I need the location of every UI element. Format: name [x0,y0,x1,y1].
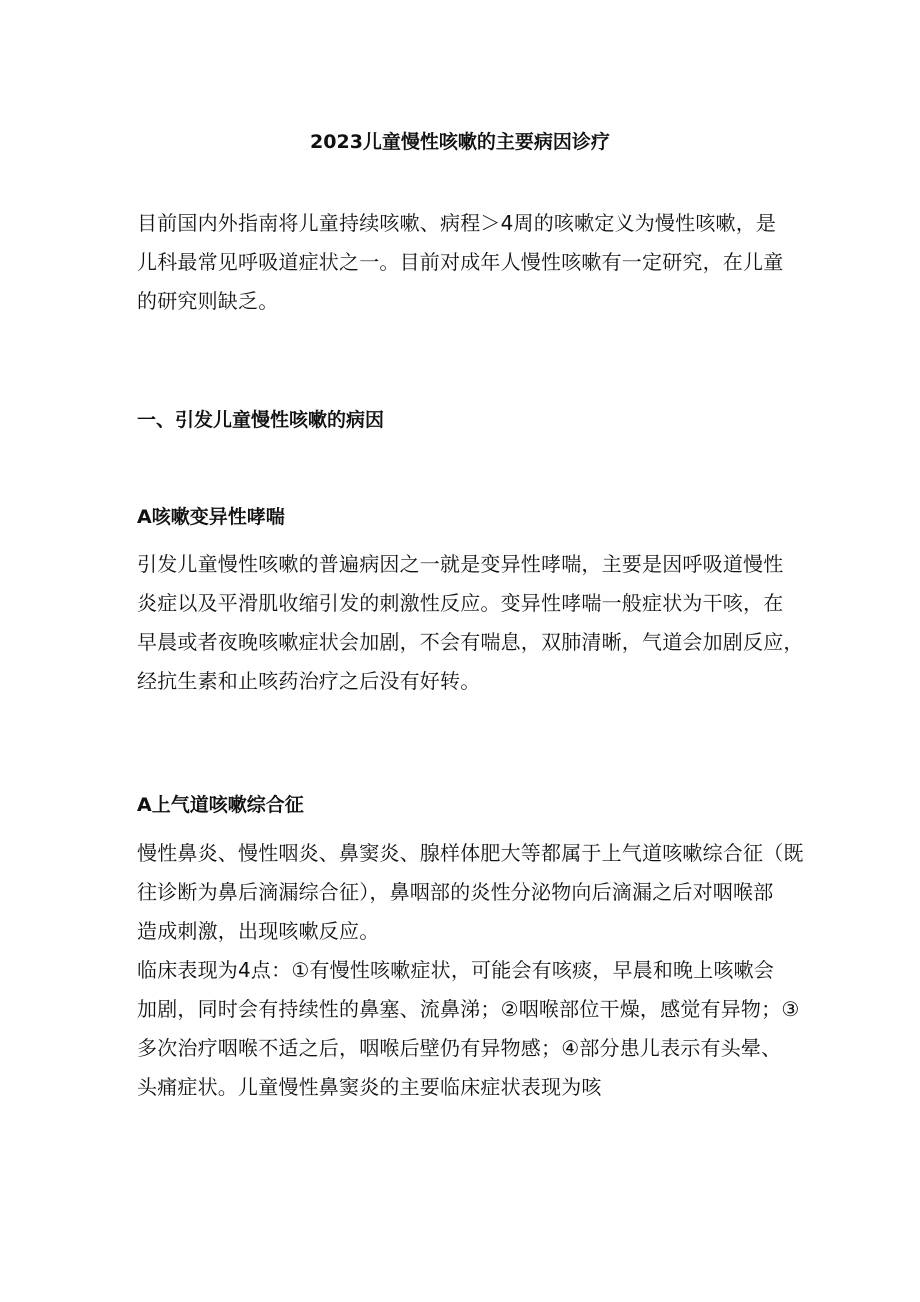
section-heading-causes: 一、引发儿童慢性咳嗽的病因 [137,409,385,431]
subsection-heading-cough-variant-asthma: A咳嗽变异性哮喘 [137,506,285,528]
paragraph-line: 往诊断为鼻后滴漏综合征），鼻咽部的炎性分泌物向后滴漏之后对咽喉部 [137,880,774,904]
paragraph-line: 早晨或者夜晚咳嗽症状会加剧，不会有喘息，双肺清晰，气道会加剧反应， [137,630,804,654]
paragraph-line: 加剧，同时会有持续性的鼻塞、流鼻涕；②咽喉部位干燥，感觉有异物；③ [137,997,800,1021]
paragraph-line: 造成刺激，出现咳嗽反应。 [137,919,380,943]
paragraph-line: 临床表现为4点：①有慢性咳嗽症状，可能会有咳痰，早晨和晚上咳嗽会 [137,958,775,982]
subsection-heading-upper-airway-cough: A上气道咳嗽综合征 [137,794,304,816]
paragraph-line: 多次治疗咽喉不适之后，咽喉后壁仍有异物感；④部分患儿表示有头晕、 [137,1036,782,1060]
upper-airway-cough-paragraph [137,834,802,1107]
intro-line: 目前国内外指南将儿童持续咳嗽、病程＞4周的咳嗽定义为慢性咳嗽，是 [137,211,777,235]
intro-line: 儿科最常见呼吸道症状之一。目前对成年人慢性咳嗽有一定研究，在儿童 [137,250,784,274]
paragraph-line: 引发儿童慢性咳嗽的普遍病因之一就是变异性哮喘，主要是因呼吸道慢性 [137,552,784,576]
paragraph-line: 头痛症状。儿童慢性鼻窦炎的主要临床症状表现为咳 [137,1075,602,1099]
paragraph-line: 慢性鼻炎、慢性咽炎、鼻窦炎、腺样体肥大等都属于上气道咳嗽综合征（既 [137,841,804,865]
cough-variant-asthma-paragraph [137,545,802,701]
paragraph-line: 经抗生素和止咳药治疗之后没有好转。 [137,669,481,693]
paragraph-line: 炎症以及平滑肌收缩引发的刺激性反应。变异性哮喘一般症状为干咳，在 [137,591,784,615]
intro-line: 的研究则缺乏。 [137,289,279,313]
document-title: 2023儿童慢性咳嗽的主要病因诊疗 [310,131,610,153]
intro-paragraph [137,204,802,321]
